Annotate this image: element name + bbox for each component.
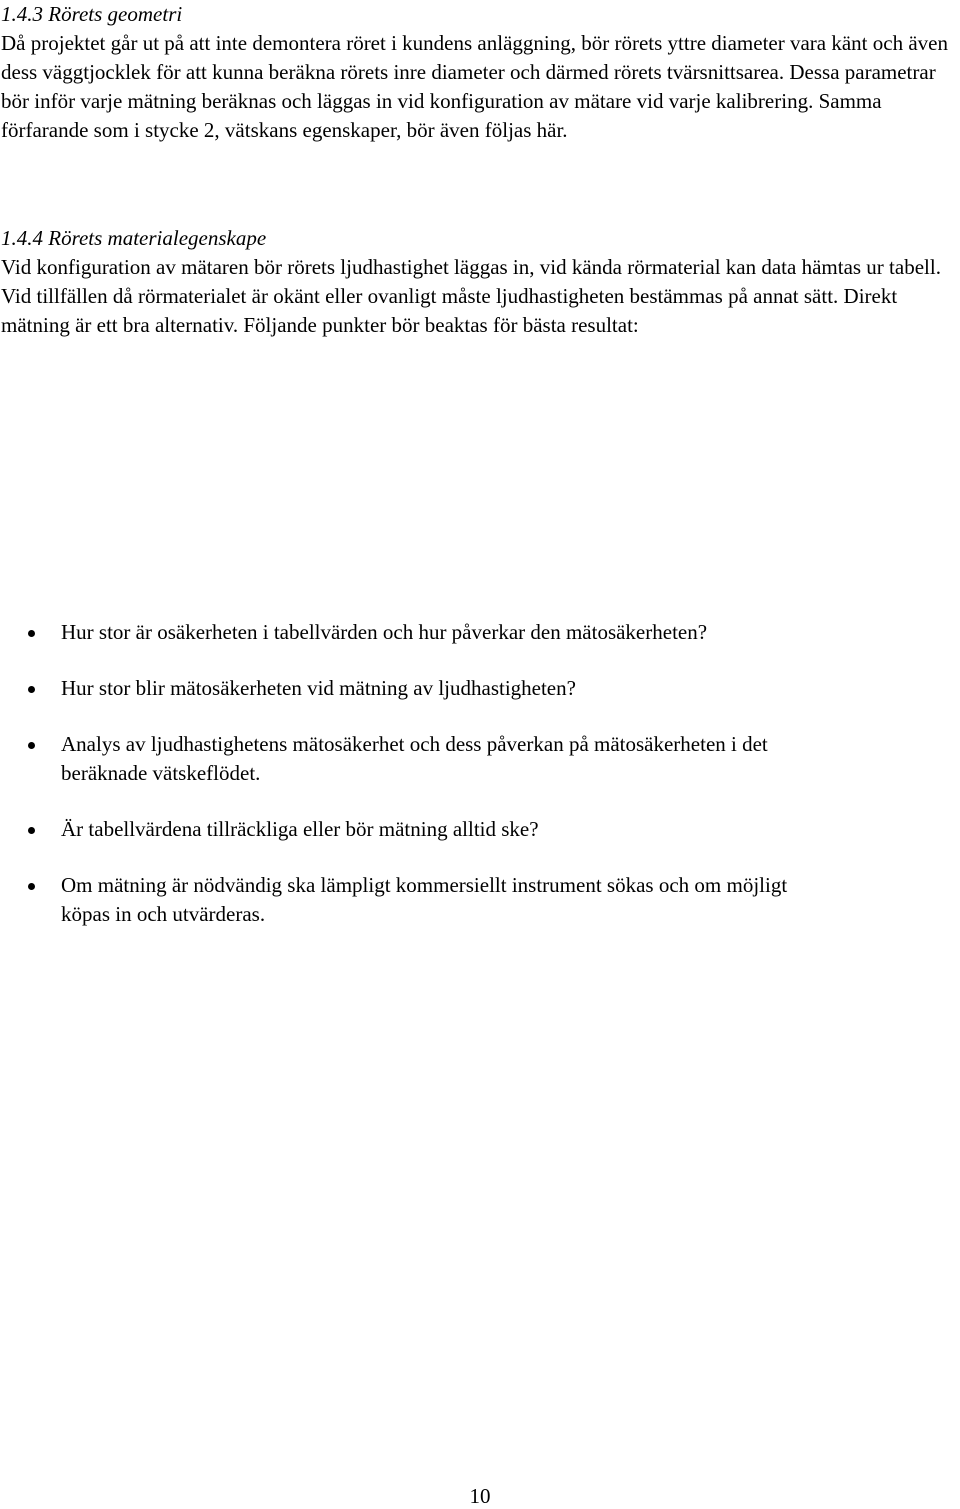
list-item xyxy=(0,618,960,647)
section-paragraph: Då projektet går ut på att inte demontera röret i kundens anläggning, bör rörets yttre diameter vara känt och även dess väggtjocklek för att kunna beräkna rörets inre diameter och därmed rörets tvärsnittsarea. Dessa parametrar bör inför varje mätning beräknas och läggas in vid konfiguration av mätare vid varje kalibrering. Samma förfarande som i stycke 2, vätskans egenskaper, bör även följas här. xyxy=(1,31,948,142)
bullet-icon xyxy=(28,686,35,693)
section-heading: 1.4.4 Rörets materialegenskape xyxy=(1,226,267,250)
bullet-list xyxy=(0,618,960,956)
list-item xyxy=(0,674,960,703)
list-item-text-continued: beräknade vätskeflödet. xyxy=(61,761,261,785)
bullet-icon xyxy=(28,827,35,834)
bullet-icon xyxy=(28,883,35,890)
list-item-text: Är tabellvärdena tillräckliga eller bör mätning alltid ske? xyxy=(61,817,539,841)
list-item-text: Om mätning är nödvändig ska lämpligt kommersiellt instrument sökas och om möjligt xyxy=(61,873,788,897)
list-item xyxy=(0,815,960,844)
list-item-text: Hur stor blir mätosäkerheten vid mätning av ljudhastigheten? xyxy=(61,676,576,700)
list-item xyxy=(0,730,960,788)
bullet-icon xyxy=(28,630,35,637)
section-paragraph: Vid konfiguration av mätaren bör rörets ljudhastighet läggas in, vid kända rörmaterial kan data hämtas ur tabell. Vid tillfällen då rörmaterialet är okänt eller ovanligt måste ljudhastigheten bestämmas på annat sätt. Direkt mätning är ett bra alternativ. Följande punkter bör beaktas för bästa resultat: xyxy=(1,255,941,337)
list-item-text: Analys av ljudhastighetens mätosäkerhet och dess påverkan på mätosäkerheten i det xyxy=(61,732,768,756)
section-rorets-geometri xyxy=(0,0,960,145)
list-item xyxy=(0,871,960,929)
section-rorets-materialegenskaper xyxy=(0,224,960,926)
list-item-text-continued: köpas in och utvärderas. xyxy=(61,902,266,926)
section-heading: 1.4.3 Rörets geometri xyxy=(1,2,183,26)
page-number: 10 xyxy=(469,1484,491,1508)
list-item-text: Hur stor är osäkerheten i tabellvärden och hur påverkar den mätosäkerheten? xyxy=(61,620,708,644)
bullet-icon xyxy=(28,742,35,749)
